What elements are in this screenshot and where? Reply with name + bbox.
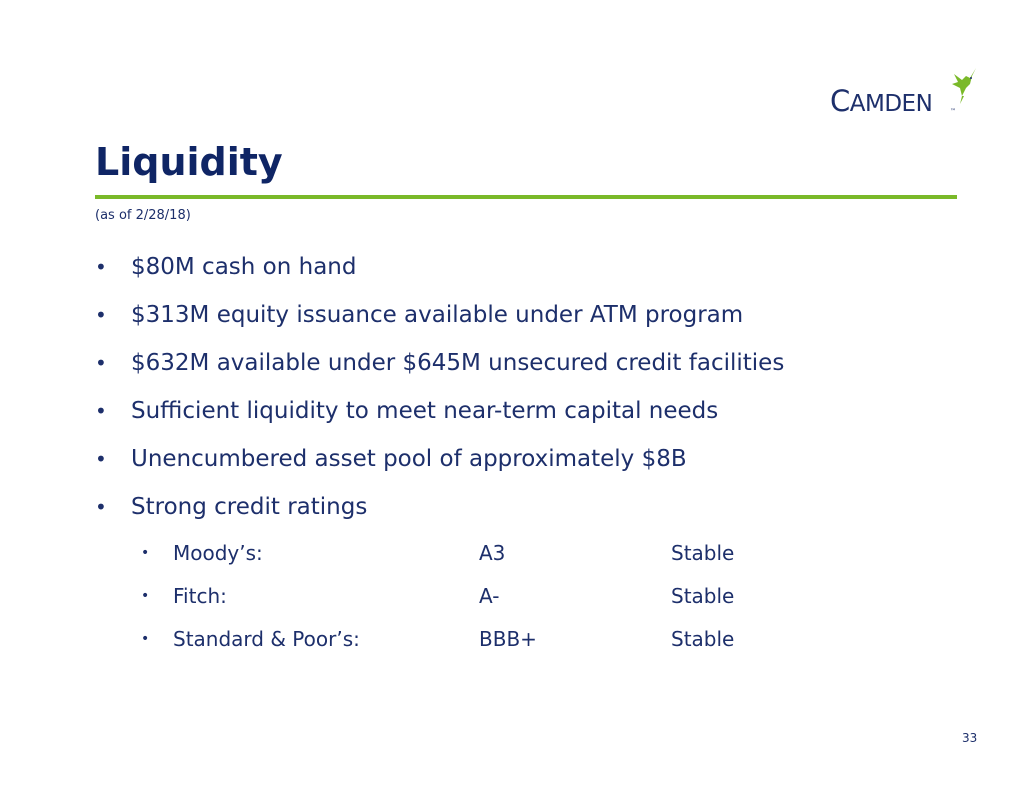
list-item — [95, 296, 784, 344]
rating-outlook: Stable — [671, 627, 735, 651]
rating-value: A3 — [479, 541, 506, 565]
sub-bullet-icon: • — [141, 588, 150, 604]
bullet-text: Unencumbered asset pool of approximately $8B — [131, 446, 687, 472]
bullet-icon: • — [95, 447, 107, 471]
bullet-icon: • — [95, 351, 107, 375]
bullet-icon: • — [95, 255, 107, 279]
camden-logo — [830, 66, 990, 122]
list-item — [95, 344, 784, 392]
title-divider — [95, 195, 957, 199]
bullet-icon: • — [95, 303, 107, 327]
list-item — [95, 392, 784, 440]
logo-trademark: ™ — [950, 108, 956, 115]
rating-agency: Fitch: — [173, 584, 227, 608]
bullet-text: $313M equity issuance available under ATM program — [131, 302, 744, 328]
page-title: Liquidity — [95, 140, 283, 184]
rating-outlook: Stable — [671, 541, 735, 565]
sub-bullet-icon: • — [141, 631, 150, 647]
rating-value: BBB+ — [479, 627, 537, 651]
rating-outlook: Stable — [671, 584, 735, 608]
bullet-text: Strong credit ratings — [131, 494, 368, 520]
rating-value: A- — [479, 584, 500, 608]
page-number: 33 — [962, 731, 978, 745]
sub-bullet-icon: • — [141, 545, 150, 561]
bullet-text: $632M available under $645M unsecured credit facilities — [131, 350, 785, 376]
bullet-text: $80M cash on hand — [131, 254, 357, 280]
as-of-date: (as of 2/28/18) — [95, 208, 191, 223]
liquidity-bullet-list — [95, 248, 784, 536]
rating-agency: Standard & Poor’s: — [173, 627, 360, 651]
hummingbird-icon — [940, 66, 980, 106]
list-item — [95, 248, 784, 296]
list-item — [95, 440, 784, 488]
rating-agency: Moody’s: — [173, 541, 263, 565]
bullet-text: Sufficient liquidity to meet near-term capital needs — [131, 398, 719, 424]
logo-wordmark: CAMDEN — [830, 84, 933, 118]
bullet-icon: • — [95, 399, 107, 423]
bullet-icon: • — [95, 495, 107, 519]
list-item — [95, 488, 784, 536]
